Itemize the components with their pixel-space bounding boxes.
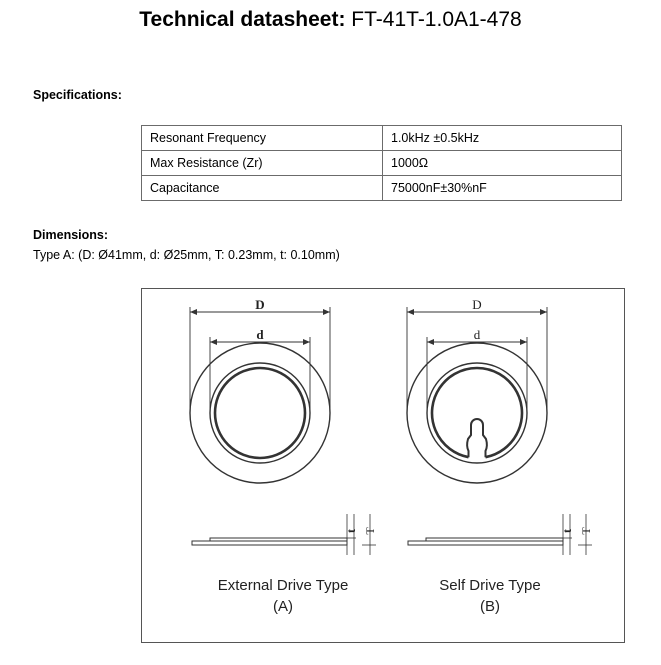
title-prefix: Technical datasheet: (139, 8, 346, 31)
right-D-label: D (472, 297, 482, 312)
spec-label: Max Resistance (Zr) (142, 151, 383, 176)
left-t-label: t (344, 529, 358, 533)
dimensions-type-line: Type A: (D: Ø41mm, d: Ø25mm, T: 0.23mm, t: 0.10mm) (33, 248, 340, 262)
right-T-label: T (579, 527, 593, 535)
spec-value: 1.0kHz ±0.5kHz (383, 126, 622, 151)
right-t-label: t (560, 529, 574, 533)
page-title (0, 8, 661, 32)
external-drive-sub: (A) (273, 598, 293, 615)
dimensions-heading: Dimensions: (33, 228, 109, 242)
table-row (142, 126, 622, 151)
electrode-circle (215, 368, 305, 458)
spec-label: Capacitance (142, 176, 383, 201)
self-drive-side-view (408, 514, 592, 555)
spec-value: 75000nF±30%nF (383, 176, 622, 201)
outer-circle (190, 343, 330, 483)
specifications-heading: Specifications: (33, 88, 122, 102)
feedback-tab (467, 419, 487, 457)
external-drive-side-view (192, 514, 376, 555)
left-T-label: T (363, 527, 377, 535)
outer-circle (407, 343, 547, 483)
inner-circle (427, 363, 527, 463)
table-row (142, 176, 622, 201)
inner-circle (210, 363, 310, 463)
external-drive-caption: External Drive Type (217, 577, 349, 594)
self-drive-caption: Self Drive Type (439, 577, 541, 594)
table-row (142, 151, 622, 176)
electrode-outline (432, 368, 522, 457)
specifications-table (141, 125, 622, 201)
title-part-number: FT-41T-1.0A1-478 (351, 8, 522, 31)
left-D-label: D (255, 297, 265, 312)
spec-label: Resonant Frequency (142, 126, 383, 151)
left-d-label: d (256, 327, 264, 342)
spec-value: 1000Ω (383, 151, 622, 176)
right-d-label: d (473, 327, 481, 342)
self-drive-sub: (B) (480, 598, 500, 615)
dimension-drawing (141, 288, 625, 643)
